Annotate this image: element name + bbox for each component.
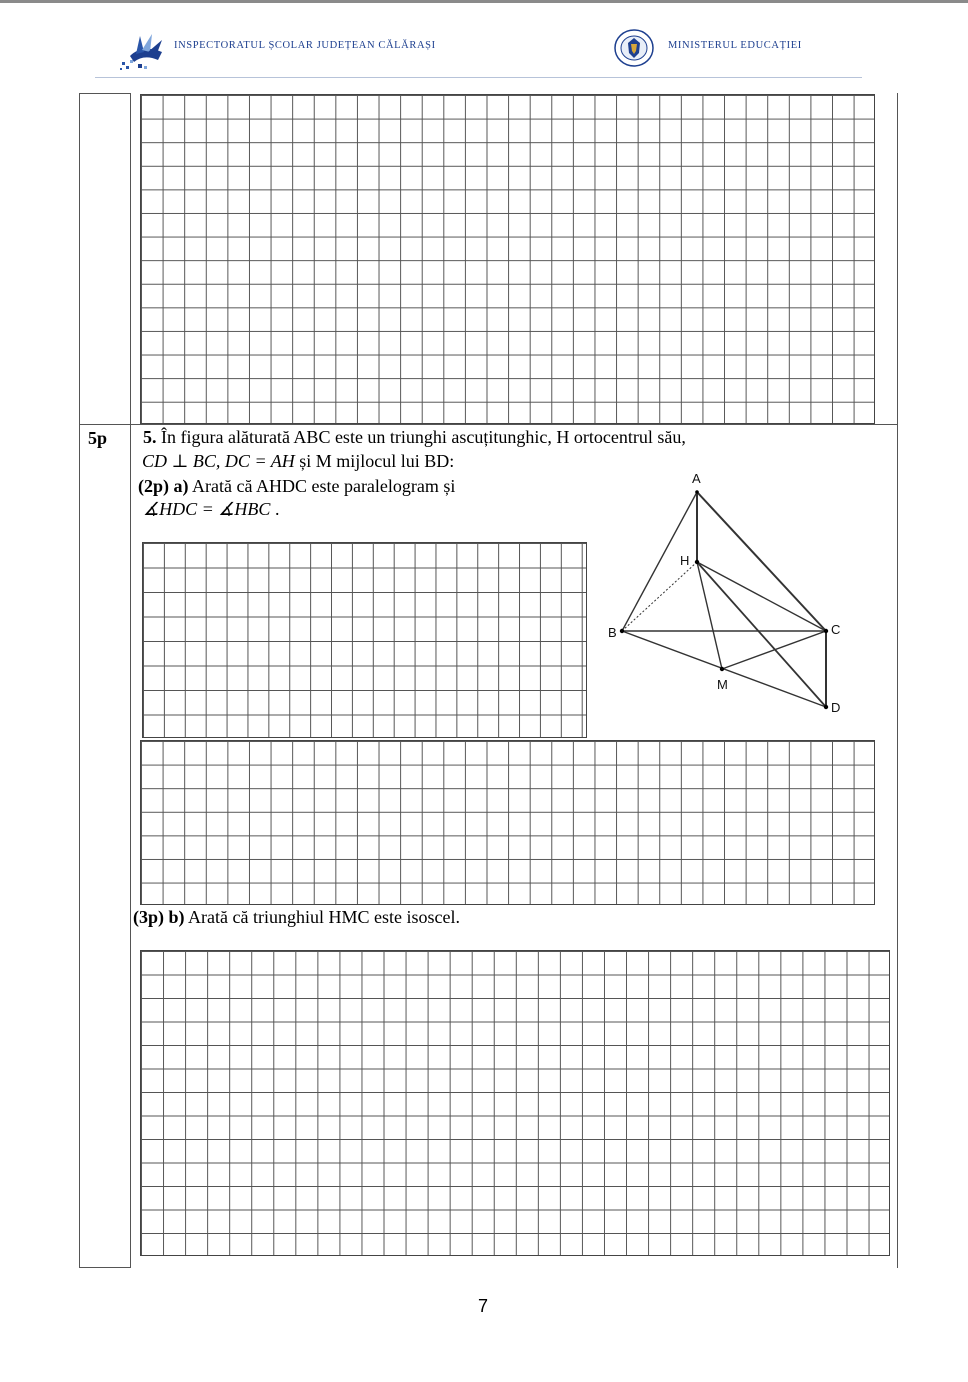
label-m: M xyxy=(717,677,728,692)
part-a-formula-line xyxy=(143,499,279,520)
part-a-formula: ∡HDC = ∡HBC xyxy=(143,499,271,519)
point-b xyxy=(620,629,624,633)
point-a xyxy=(695,490,699,494)
header-divider xyxy=(95,77,862,78)
label-d: D xyxy=(831,700,841,715)
part-b-text: Arată că triunghiul HMC este isoscel. xyxy=(184,907,460,927)
segment-mc xyxy=(722,631,826,669)
point-c xyxy=(824,629,828,633)
segment-hc xyxy=(697,562,826,631)
table-border-right xyxy=(897,93,898,1268)
top-border xyxy=(0,0,968,3)
table-border-bottom xyxy=(79,1267,130,1268)
problem-statement: În figura alăturată ABC este un triunghi ascuțitunghic, H ortocentrul său, xyxy=(161,427,686,447)
inspectorate-logo-icon xyxy=(118,26,170,72)
ministry-name: MINISTERUL EDUCAȚIEI xyxy=(668,40,802,51)
problem-statement-line2 xyxy=(142,451,454,472)
answer-grid-previous[interactable] xyxy=(140,94,875,424)
segment-ac xyxy=(697,492,826,631)
page-number: 7 xyxy=(478,1296,489,1316)
label-h: H xyxy=(680,553,690,568)
part-a-end: . xyxy=(270,499,280,519)
point-h xyxy=(695,560,699,564)
answer-grid-part-a-top[interactable] xyxy=(142,542,587,738)
label-c: C xyxy=(831,622,841,637)
problem-statement-rest: și M mijlocul lui BD: xyxy=(294,451,455,471)
table-border-top xyxy=(79,93,130,94)
point-m xyxy=(720,667,724,671)
triangle-figure xyxy=(600,465,860,720)
table-border-left xyxy=(79,93,80,1268)
problem-statement-line1 xyxy=(143,427,686,448)
problem-points: 5p xyxy=(88,428,108,448)
part-a-points: (2p) a) xyxy=(138,476,189,496)
answer-grid-part-b[interactable] xyxy=(140,950,890,1256)
label-a: A xyxy=(692,471,701,486)
inspectorate-name: INSPECTORATUL ȘCOLAR JUDEȚEAN CĂLĂRAȘI xyxy=(174,40,436,51)
government-seal-icon xyxy=(614,29,654,67)
table-column-separator xyxy=(130,93,131,1268)
table-row-separator xyxy=(79,424,898,425)
segment-hm xyxy=(697,562,722,669)
segment-bh xyxy=(622,562,697,631)
part-b-line xyxy=(133,907,460,928)
problem-number: 5. xyxy=(143,427,157,447)
part-a-line xyxy=(138,476,455,497)
part-b-points: (3p) b) xyxy=(133,907,185,927)
part-a-text: Arată că AHDC este paralelogram și xyxy=(188,476,456,496)
label-b: B xyxy=(608,625,617,640)
answer-grid-part-a-bottom[interactable] xyxy=(140,740,875,905)
formula-cd-perpendicular: CD ⊥ BC, DC = AH xyxy=(142,451,295,471)
point-d xyxy=(824,705,828,709)
